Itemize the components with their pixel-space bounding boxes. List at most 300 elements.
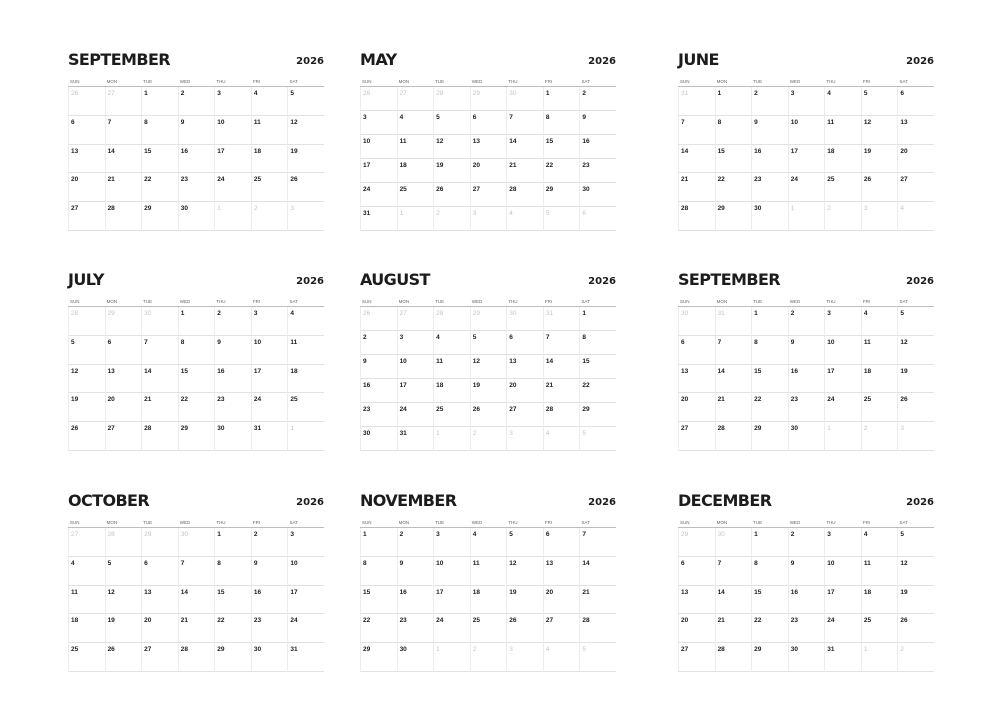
day-cell: 6: [897, 87, 934, 116]
day-cell: 17: [214, 145, 251, 174]
day-cell: 16: [788, 365, 825, 394]
weekday-label: SUN: [70, 520, 80, 525]
weekday-label: MON: [398, 520, 410, 525]
month-name: SEPTEMBER: [678, 270, 780, 289]
day-cell: 26: [105, 643, 142, 672]
adjacent-month-day-cell: 27: [397, 87, 434, 111]
day-cell: 24: [433, 614, 470, 643]
weekday-label: TUE: [753, 79, 763, 84]
day-cell: 16: [788, 586, 825, 615]
day-cell: 12: [68, 365, 105, 394]
adjacent-month-day-cell: 26: [360, 87, 397, 111]
adjacent-month-day-cell: 2: [433, 207, 470, 231]
adjacent-month-day-cell: 4: [543, 643, 580, 672]
day-cell: 8: [579, 331, 616, 355]
day-cell: 7: [715, 557, 752, 586]
day-cell: 12: [433, 135, 470, 159]
weekday-label: SUN: [70, 79, 80, 84]
day-cell: 18: [861, 586, 898, 615]
day-cell: 29: [360, 643, 397, 672]
day-cell: 14: [506, 135, 543, 159]
day-cell: 24: [214, 173, 251, 202]
day-cell: 23: [178, 173, 215, 202]
adjacent-month-day-cell: 31: [678, 87, 715, 116]
day-cell: 20: [897, 145, 934, 174]
weekday-label: SUN: [680, 299, 690, 304]
day-cell: 23: [788, 393, 825, 422]
day-cell: 18: [251, 145, 288, 174]
weekday-label: SUN: [362, 520, 372, 525]
day-cell: 21: [506, 159, 543, 183]
month-header: [68, 270, 324, 298]
day-cell: 3: [397, 331, 434, 355]
adjacent-month-day-cell: 29: [141, 528, 178, 557]
weekday-header-row: [678, 519, 934, 528]
weekday-label: TUE: [435, 299, 445, 304]
weekday-label: MON: [398, 299, 410, 304]
day-cell: 31: [360, 207, 397, 231]
month-year: 2026: [296, 276, 324, 287]
day-cell: 16: [214, 365, 251, 394]
day-cell: 22: [178, 393, 215, 422]
adjacent-month-day-cell: 5: [579, 643, 616, 672]
weekday-label: THU: [508, 79, 518, 84]
day-cell: 2: [397, 528, 434, 557]
day-cell: 11: [861, 557, 898, 586]
day-cell: 28: [506, 183, 543, 207]
weekday-label: WED: [789, 520, 801, 525]
day-cell: 18: [287, 365, 324, 394]
day-cell: 6: [105, 336, 142, 365]
day-cell: 5: [897, 528, 934, 557]
day-cell: 9: [251, 557, 288, 586]
day-cell: 24: [397, 403, 434, 427]
day-cell: 12: [470, 355, 507, 379]
day-cell: 14: [141, 365, 178, 394]
day-grid: [68, 87, 324, 231]
day-cell: 15: [360, 586, 397, 615]
weekday-label: MON: [106, 520, 118, 525]
weekday-label: THU: [508, 299, 518, 304]
day-cell: 25: [397, 183, 434, 207]
weekday-label: THU: [826, 520, 836, 525]
weekday-label: THU: [216, 79, 226, 84]
day-cell: 12: [506, 557, 543, 586]
adjacent-month-day-cell: 30: [178, 528, 215, 557]
weekday-label: FRI: [862, 79, 871, 84]
weekday-label: MON: [106, 299, 118, 304]
day-cell: 15: [715, 145, 752, 174]
day-cell: 31: [397, 427, 434, 451]
weekday-label: MON: [716, 79, 728, 84]
day-cell: 27: [678, 422, 715, 451]
day-cell: 6: [543, 528, 580, 557]
day-cell: 9: [788, 336, 825, 365]
adjacent-month-day-cell: 30: [506, 87, 543, 111]
day-cell: 21: [678, 173, 715, 202]
day-cell: 10: [251, 336, 288, 365]
adjacent-month-day-cell: 2: [897, 643, 934, 672]
day-cell: 13: [141, 586, 178, 615]
day-cell: 15: [751, 365, 788, 394]
day-cell: 4: [861, 307, 898, 336]
adjacent-month-day-cell: 4: [897, 202, 934, 231]
day-cell: 26: [433, 183, 470, 207]
day-cell: 8: [543, 111, 580, 135]
adjacent-month-day-cell: 27: [68, 528, 105, 557]
day-cell: 2: [579, 87, 616, 111]
day-cell: 19: [470, 379, 507, 403]
day-cell: 25: [251, 173, 288, 202]
day-cell: 18: [861, 365, 898, 394]
day-cell: 12: [897, 336, 934, 365]
day-cell: 14: [715, 365, 752, 394]
day-cell: 3: [360, 111, 397, 135]
month-year: 2026: [906, 276, 934, 287]
adjacent-month-day-cell: 29: [470, 87, 507, 111]
day-grid: [68, 307, 324, 451]
day-cell: 18: [397, 159, 434, 183]
month-year: 2026: [588, 497, 616, 508]
weekday-label: WED: [179, 520, 191, 525]
day-cell: 7: [678, 116, 715, 145]
weekday-label: SUN: [362, 299, 372, 304]
day-cell: 21: [715, 393, 752, 422]
day-cell: 5: [287, 87, 324, 116]
weekday-header-row: [678, 298, 934, 307]
day-cell: 1: [141, 87, 178, 116]
month-calendar-august: [360, 270, 616, 451]
month-calendar-december: [678, 491, 934, 672]
weekday-label: SAT: [289, 79, 298, 84]
month-calendar-june: [678, 50, 934, 231]
day-cell: 21: [715, 614, 752, 643]
day-cell: 12: [287, 116, 324, 145]
day-cell: 2: [251, 528, 288, 557]
day-cell: 23: [788, 614, 825, 643]
day-grid: [678, 87, 934, 231]
day-cell: 3: [214, 87, 251, 116]
day-cell: 15: [141, 145, 178, 174]
day-cell: 7: [141, 336, 178, 365]
adjacent-month-day-cell: 30: [715, 528, 752, 557]
month-calendar-may: [360, 50, 616, 231]
weekday-label: TUE: [753, 520, 763, 525]
day-cell: 17: [824, 365, 861, 394]
day-cell: 4: [824, 87, 861, 116]
day-cell: 27: [141, 643, 178, 672]
adjacent-month-day-cell: 1: [824, 422, 861, 451]
day-cell: 28: [678, 202, 715, 231]
adjacent-month-day-cell: 30: [678, 307, 715, 336]
day-cell: 14: [105, 145, 142, 174]
weekday-header-row: [68, 519, 324, 528]
day-cell: 4: [433, 331, 470, 355]
adjacent-month-day-cell: 31: [715, 307, 752, 336]
weekday-label: FRI: [252, 299, 261, 304]
weekday-label: THU: [826, 79, 836, 84]
day-cell: 18: [824, 145, 861, 174]
day-cell: 29: [141, 202, 178, 231]
day-cell: 8: [751, 557, 788, 586]
day-cell: 28: [141, 422, 178, 451]
day-cell: 11: [433, 355, 470, 379]
day-cell: 26: [897, 393, 934, 422]
day-cell: 19: [897, 365, 934, 394]
weekday-label: THU: [216, 520, 226, 525]
month-name: JULY: [68, 270, 104, 289]
weekday-label: FRI: [544, 520, 553, 525]
day-cell: 1: [214, 528, 251, 557]
day-cell: 15: [214, 586, 251, 615]
weekday-label: SUN: [70, 299, 80, 304]
day-cell: 8: [751, 336, 788, 365]
adjacent-month-day-cell: 28: [433, 307, 470, 331]
day-cell: 7: [178, 557, 215, 586]
adjacent-month-day-cell: 3: [287, 202, 324, 231]
adjacent-month-day-cell: 4: [506, 207, 543, 231]
day-cell: 11: [397, 135, 434, 159]
day-cell: 29: [751, 643, 788, 672]
day-cell: 18: [433, 379, 470, 403]
day-cell: 21: [105, 173, 142, 202]
day-cell: 23: [397, 614, 434, 643]
adjacent-month-day-cell: 4: [543, 427, 580, 451]
day-cell: 6: [678, 336, 715, 365]
day-cell: 14: [678, 145, 715, 174]
adjacent-month-day-cell: 1: [788, 202, 825, 231]
day-cell: 31: [824, 643, 861, 672]
weekday-label: WED: [179, 79, 191, 84]
day-cell: 9: [397, 557, 434, 586]
day-cell: 10: [214, 116, 251, 145]
month-name: NOVEMBER: [360, 491, 457, 510]
day-cell: 10: [360, 135, 397, 159]
day-cell: 15: [751, 586, 788, 615]
day-cell: 24: [824, 393, 861, 422]
day-cell: 28: [715, 422, 752, 451]
month-calendar-september: [678, 270, 934, 451]
day-cell: 14: [543, 355, 580, 379]
month-year: 2026: [296, 56, 324, 67]
day-cell: 16: [360, 379, 397, 403]
weekday-label: TUE: [435, 520, 445, 525]
weekday-label: TUE: [753, 299, 763, 304]
adjacent-month-day-cell: 28: [105, 528, 142, 557]
day-cell: 22: [141, 173, 178, 202]
day-cell: 2: [788, 307, 825, 336]
day-cell: 10: [287, 557, 324, 586]
weekday-label: FRI: [544, 299, 553, 304]
day-cell: 4: [68, 557, 105, 586]
day-cell: 13: [105, 365, 142, 394]
day-cell: 21: [579, 586, 616, 615]
adjacent-month-day-cell: 5: [579, 427, 616, 451]
weekday-label: FRI: [252, 79, 261, 84]
day-grid: [678, 307, 934, 451]
adjacent-month-day-cell: 2: [824, 202, 861, 231]
day-cell: 14: [715, 586, 752, 615]
adjacent-month-day-cell: 5: [543, 207, 580, 231]
day-cell: 17: [397, 379, 434, 403]
adjacent-month-day-cell: 29: [678, 528, 715, 557]
weekday-header-row: [68, 78, 324, 87]
weekday-label: SAT: [289, 520, 298, 525]
day-cell: 9: [751, 116, 788, 145]
day-cell: 25: [861, 614, 898, 643]
weekday-label: SAT: [899, 520, 908, 525]
weekday-label: MON: [398, 79, 410, 84]
day-cell: 21: [178, 614, 215, 643]
adjacent-month-day-cell: 1: [287, 422, 324, 451]
adjacent-month-day-cell: 3: [897, 422, 934, 451]
day-cell: 23: [751, 173, 788, 202]
day-cell: 17: [251, 365, 288, 394]
day-cell: 20: [68, 173, 105, 202]
day-cell: 20: [678, 393, 715, 422]
day-cell: 6: [470, 111, 507, 135]
day-cell: 29: [579, 403, 616, 427]
day-cell: 24: [824, 614, 861, 643]
month-year: 2026: [906, 56, 934, 67]
day-cell: 19: [433, 159, 470, 183]
day-cell: 16: [751, 145, 788, 174]
day-cell: 26: [506, 614, 543, 643]
weekday-label: MON: [716, 299, 728, 304]
day-cell: 4: [287, 307, 324, 336]
day-cell: 23: [251, 614, 288, 643]
day-cell: 16: [178, 145, 215, 174]
day-cell: 27: [105, 422, 142, 451]
day-cell: 19: [68, 393, 105, 422]
day-cell: 5: [105, 557, 142, 586]
month-header: [678, 491, 934, 519]
day-cell: 19: [506, 586, 543, 615]
day-cell: 14: [178, 586, 215, 615]
day-cell: 27: [543, 614, 580, 643]
day-cell: 27: [897, 173, 934, 202]
day-cell: 13: [678, 586, 715, 615]
adjacent-month-day-cell: 26: [360, 307, 397, 331]
adjacent-month-day-cell: 27: [105, 87, 142, 116]
adjacent-month-day-cell: 30: [141, 307, 178, 336]
day-cell: 28: [579, 614, 616, 643]
weekday-label: SUN: [680, 79, 690, 84]
day-cell: 18: [470, 586, 507, 615]
day-cell: 5: [68, 336, 105, 365]
day-cell: 30: [788, 643, 825, 672]
weekday-label: THU: [508, 520, 518, 525]
day-cell: 7: [543, 331, 580, 355]
month-year: 2026: [906, 497, 934, 508]
weekday-header-row: [360, 78, 616, 87]
day-grid: [360, 528, 616, 672]
weekday-label: TUE: [435, 79, 445, 84]
month-name: MAY: [360, 50, 397, 69]
day-cell: 7: [105, 116, 142, 145]
day-cell: 30: [214, 422, 251, 451]
day-cell: 3: [788, 87, 825, 116]
day-cell: 15: [178, 365, 215, 394]
day-cell: 26: [897, 614, 934, 643]
day-cell: 8: [360, 557, 397, 586]
adjacent-month-day-cell: 2: [251, 202, 288, 231]
day-cell: 2: [360, 331, 397, 355]
day-cell: 9: [214, 336, 251, 365]
weekday-label: FRI: [252, 520, 261, 525]
day-cell: 13: [543, 557, 580, 586]
month-header: [360, 270, 616, 298]
day-grid: [678, 528, 934, 672]
adjacent-month-day-cell: 29: [105, 307, 142, 336]
adjacent-month-day-cell: 3: [506, 427, 543, 451]
day-cell: 22: [360, 614, 397, 643]
weekday-label: SAT: [581, 299, 590, 304]
day-cell: 9: [579, 111, 616, 135]
day-cell: 5: [897, 307, 934, 336]
day-cell: 30: [397, 643, 434, 672]
day-cell: 9: [360, 355, 397, 379]
day-cell: 7: [715, 336, 752, 365]
day-cell: 17: [824, 586, 861, 615]
day-cell: 25: [287, 393, 324, 422]
adjacent-month-day-cell: 26: [68, 87, 105, 116]
day-cell: 8: [715, 116, 752, 145]
day-cell: 17: [433, 586, 470, 615]
adjacent-month-day-cell: 28: [433, 87, 470, 111]
day-cell: 27: [678, 643, 715, 672]
day-cell: 24: [251, 393, 288, 422]
day-cell: 10: [397, 355, 434, 379]
weekday-label: THU: [216, 299, 226, 304]
day-cell: 20: [141, 614, 178, 643]
day-cell: 21: [543, 379, 580, 403]
day-cell: 13: [897, 116, 934, 145]
day-grid: [360, 87, 616, 231]
day-cell: 30: [579, 183, 616, 207]
adjacent-month-day-cell: 28: [68, 307, 105, 336]
day-cell: 13: [470, 135, 507, 159]
day-cell: 4: [397, 111, 434, 135]
day-cell: 18: [68, 614, 105, 643]
day-cell: 28: [715, 643, 752, 672]
adjacent-month-day-cell: 31: [543, 307, 580, 331]
month-year: 2026: [588, 56, 616, 67]
day-cell: 3: [824, 528, 861, 557]
day-grid: [360, 307, 616, 451]
month-header: [360, 491, 616, 519]
day-cell: 26: [861, 173, 898, 202]
day-cell: 4: [251, 87, 288, 116]
day-cell: 15: [579, 355, 616, 379]
day-cell: 12: [861, 116, 898, 145]
day-cell: 9: [178, 116, 215, 145]
day-cell: 30: [788, 422, 825, 451]
day-cell: 4: [861, 528, 898, 557]
adjacent-month-day-cell: 1: [433, 643, 470, 672]
adjacent-month-day-cell: 6: [579, 207, 616, 231]
weekday-label: SUN: [680, 520, 690, 525]
weekday-label: WED: [471, 520, 483, 525]
day-cell: 7: [579, 528, 616, 557]
day-cell: 11: [287, 336, 324, 365]
weekday-header-row: [360, 519, 616, 528]
adjacent-month-day-cell: 2: [861, 422, 898, 451]
month-name: AUGUST: [360, 270, 430, 289]
day-cell: 26: [470, 403, 507, 427]
weekday-header-row: [68, 298, 324, 307]
month-name: OCTOBER: [68, 491, 150, 510]
